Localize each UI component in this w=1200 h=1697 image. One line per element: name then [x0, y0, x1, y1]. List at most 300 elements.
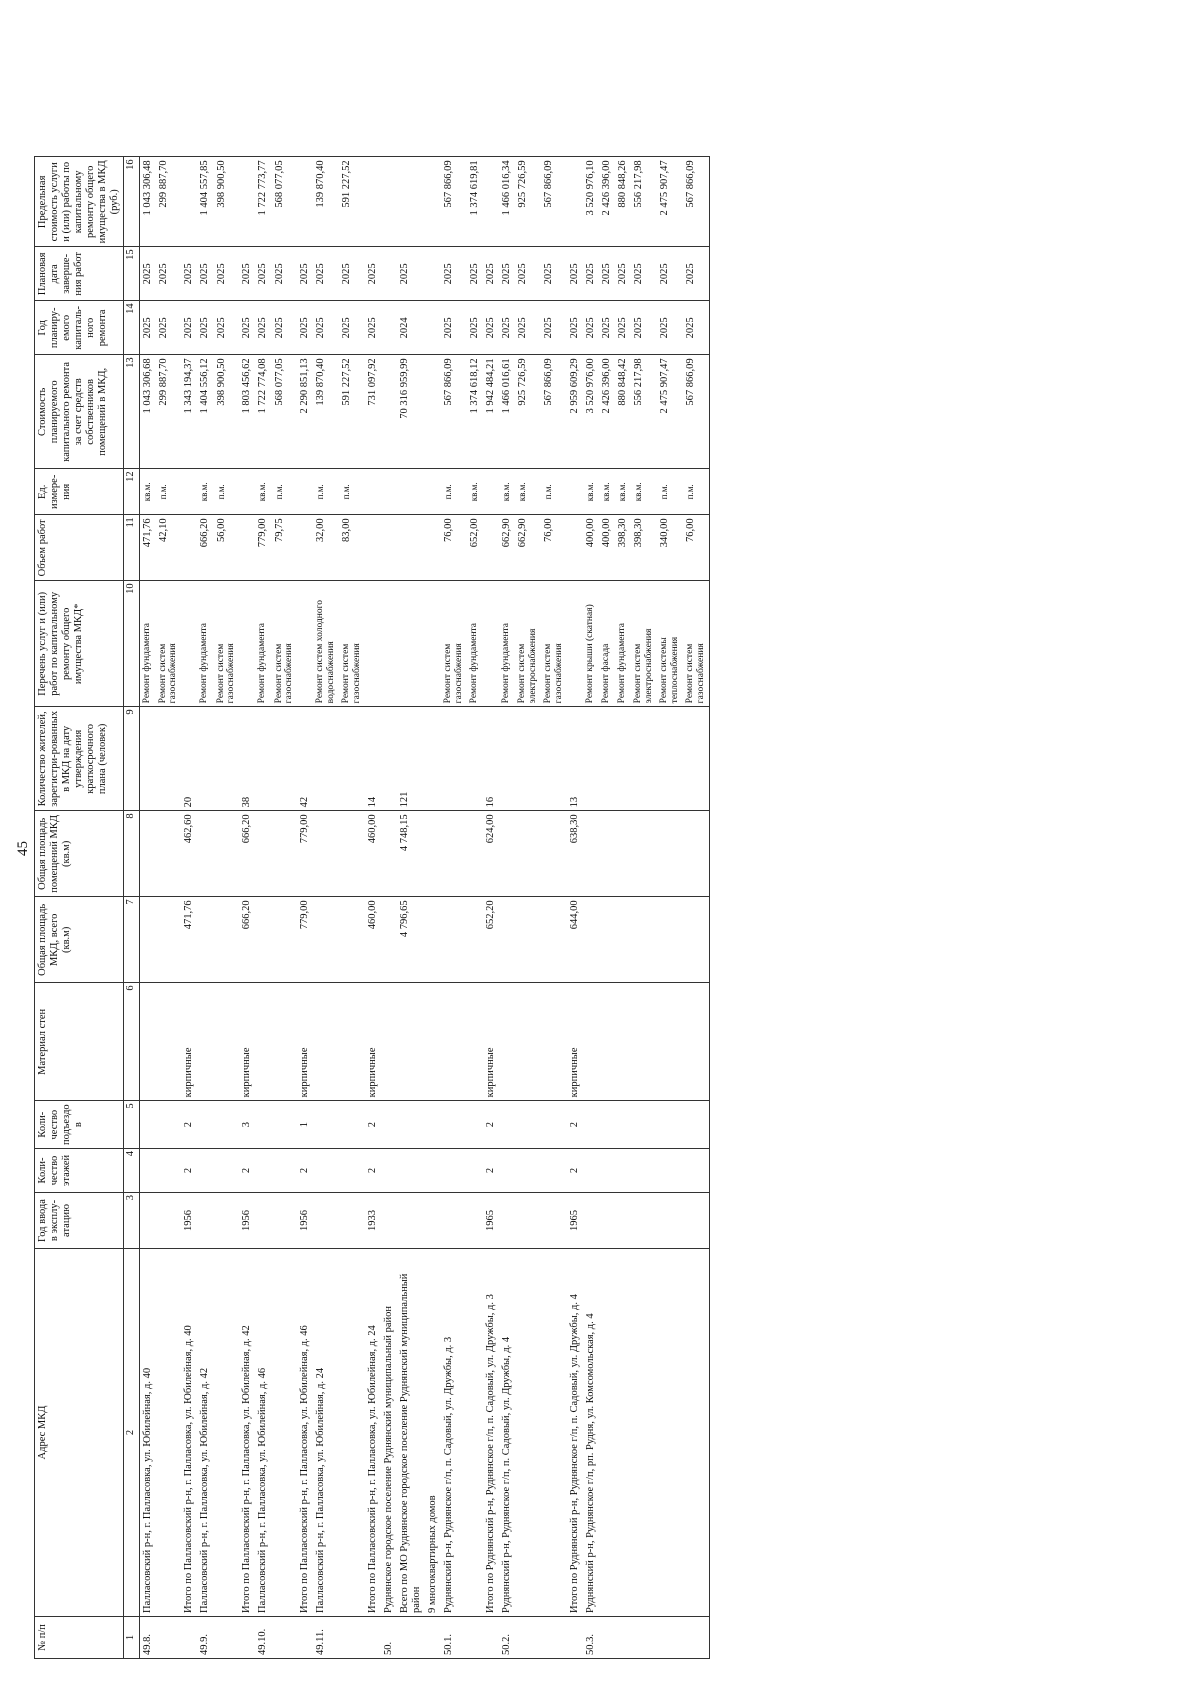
table-cell: 20: [181, 707, 197, 811]
table-cell: [683, 1193, 709, 1249]
table-cell: 880 848,42: [615, 355, 631, 469]
table-cell: [139, 1193, 156, 1249]
table-cell: 398,30: [615, 515, 631, 581]
table-cell: [567, 515, 583, 581]
table-cell: [657, 1617, 683, 1659]
table-cell: 2025: [499, 247, 515, 301]
table-cell: [515, 1617, 541, 1659]
table-cell: [272, 1617, 298, 1659]
table-cell: 2025: [583, 301, 599, 355]
table-row: [197, 157, 213, 1659]
table-cell: 638,30: [567, 811, 583, 897]
table-cell: [425, 811, 441, 897]
table-cell: [339, 1249, 365, 1617]
table-cell: [313, 983, 339, 1101]
table-cell: кирпичные: [297, 983, 313, 1101]
table-row: [139, 157, 156, 1659]
table-row: [515, 157, 541, 1659]
table-cell: 2025: [615, 247, 631, 301]
table-cell: [499, 1193, 515, 1249]
table-cell: 556 217,98: [631, 355, 657, 469]
table-cell: [397, 469, 425, 515]
table-cell: [381, 983, 397, 1101]
table-cell: 2025: [397, 247, 425, 301]
table-cell: 9 многоквартирных домов: [425, 1249, 441, 1617]
table-cell: [599, 707, 615, 811]
table-cell: [683, 1249, 709, 1617]
table-cell: [239, 157, 255, 247]
table-cell: [615, 1193, 631, 1249]
table-cell: [425, 983, 441, 1101]
table-cell: [425, 247, 441, 301]
header-cell: Коли-чество этажей: [35, 1149, 124, 1193]
table-cell: 925 726,59: [515, 157, 541, 247]
table-row: [615, 157, 631, 1659]
table-cell: [425, 897, 441, 983]
table-row: [381, 157, 397, 1659]
table-cell: [425, 469, 441, 515]
table-cell: 2025: [313, 247, 339, 301]
table-cell: 139 870,40: [313, 157, 339, 247]
column-number-cell: 1: [124, 1617, 139, 1659]
table-cell: 2 475 907,47: [657, 157, 683, 247]
table-cell: 2025: [583, 247, 599, 301]
table-cell: [631, 1149, 657, 1193]
table-cell: Ремонт систем газоснабжения: [272, 581, 298, 707]
table-cell: [397, 1617, 425, 1659]
table-cell: [631, 1617, 657, 1659]
table-cell: 1965: [567, 1193, 583, 1249]
table-cell: Ремонт крыши (скатная): [583, 581, 599, 707]
table-cell: кирпичные: [239, 983, 255, 1101]
table-cell: [255, 1101, 271, 1149]
table-cell: [541, 983, 567, 1101]
table-cell: [381, 581, 397, 707]
table-cell: 2 426 396,00: [599, 157, 615, 247]
table-cell: 460,00: [365, 897, 381, 983]
table-cell: 2025: [239, 247, 255, 301]
table-row: [631, 157, 657, 1659]
table-cell: 50.3.: [583, 1617, 599, 1659]
table-cell: [381, 469, 397, 515]
table-cell: [156, 1617, 182, 1659]
table-cell: [583, 983, 599, 1101]
table-cell: [272, 811, 298, 897]
table-cell: [397, 983, 425, 1101]
table-cell: [515, 1193, 541, 1249]
table-cell: 76,00: [683, 515, 709, 581]
table-cell: Итого по Руднянский р-н, Руднянское г/п, п. Садовый, ул. Дружбы, д. 4: [567, 1249, 583, 1617]
table-cell: 2025: [339, 247, 365, 301]
table-cell: 2025: [599, 301, 615, 355]
table-row: [297, 157, 313, 1659]
table-cell: 4 796,65: [397, 897, 425, 983]
table-cell: [181, 1617, 197, 1659]
table-cell: [599, 1617, 615, 1659]
table-cell: [599, 897, 615, 983]
header-cell: Ед. измере-ния: [35, 469, 124, 515]
page-number: 45: [15, 841, 31, 856]
header-cell: Стоимость планируемого капитального ремонта за счет средств собственников помещений в МКД,: [35, 355, 124, 469]
table-cell: 624,00: [483, 811, 499, 897]
table-cell: [339, 983, 365, 1101]
table-cell: [467, 1149, 483, 1193]
table-cell: Руднянское городское поселение Руднянский муниципальный район: [381, 1249, 397, 1617]
table-cell: 2: [297, 1149, 313, 1193]
table-cell: [483, 469, 499, 515]
table-cell: [239, 581, 255, 707]
table-cell: [615, 1101, 631, 1149]
table-cell: 76,00: [441, 515, 467, 581]
table-cell: 666,20: [197, 515, 213, 581]
table-cell: 666,20: [239, 811, 255, 897]
table-cell: [339, 1193, 365, 1249]
table-row: [499, 157, 515, 1659]
header-cell: Год ввода в эксплу-атацию: [35, 1193, 124, 1249]
table-cell: Ремонт систем электроснабжения: [631, 581, 657, 707]
table-cell: [467, 897, 483, 983]
table-cell: [197, 897, 213, 983]
table-cell: 2025: [214, 247, 240, 301]
table-cell: [214, 1249, 240, 1617]
table-cell: [381, 301, 397, 355]
table-cell: [467, 1193, 483, 1249]
table-cell: 2025: [515, 301, 541, 355]
table-cell: [365, 157, 381, 247]
table-cell: 79,75: [272, 515, 298, 581]
table-cell: п.м.: [272, 469, 298, 515]
table-cell: Ремонт систем газоснабжения: [339, 581, 365, 707]
table-cell: 42,10: [156, 515, 182, 581]
table-cell: Палласовский р-н, г. Палласовка, ул. Юбилейная, д. 40: [139, 1249, 156, 1617]
header-cell: Год планиру-емого капиталь-ного ремонта: [35, 301, 124, 355]
table-cell: [499, 897, 515, 983]
table-cell: [515, 1101, 541, 1149]
table-cell: 568 077,05: [272, 355, 298, 469]
column-number-cell: 4: [124, 1149, 139, 1193]
table-cell: 2025: [197, 247, 213, 301]
table-cell: [483, 581, 499, 707]
table-cell: [599, 1149, 615, 1193]
table-cell: [567, 157, 583, 247]
table-cell: Ремонт фундамента: [255, 581, 271, 707]
column-number-cell: 13: [124, 355, 139, 469]
table-cell: 3 520 976,10: [583, 157, 599, 247]
table-cell: 2025: [567, 247, 583, 301]
table-cell: 925 726,59: [515, 355, 541, 469]
table-cell: кирпичные: [483, 983, 499, 1101]
table-cell: [515, 1149, 541, 1193]
column-number-cell: 14: [124, 301, 139, 355]
table-cell: [425, 581, 441, 707]
table-cell: Ремонт систем газоснабжения: [541, 581, 567, 707]
table-cell: [583, 1149, 599, 1193]
table-cell: [381, 1193, 397, 1249]
table-cell: 2025: [467, 301, 483, 355]
table-cell: 662,90: [515, 515, 541, 581]
table-cell: кв.м.: [515, 469, 541, 515]
table-cell: [239, 515, 255, 581]
table-cell: 49.9.: [197, 1617, 213, 1659]
table-cell: [381, 1149, 397, 1193]
table-cell: [255, 707, 271, 811]
table-cell: [441, 707, 467, 811]
table-cell: [541, 1193, 567, 1249]
column-number-cell: 5: [124, 1101, 139, 1149]
table-cell: [297, 469, 313, 515]
table-cell: [657, 897, 683, 983]
header-cell: № п/п: [35, 1617, 124, 1659]
table-cell: [683, 983, 709, 1101]
table-cell: [567, 581, 583, 707]
table-cell: п.м.: [541, 469, 567, 515]
table-cell: 398 900,50: [214, 355, 240, 469]
table-cell: 4 748,15: [397, 811, 425, 897]
table-cell: п.м.: [441, 469, 467, 515]
table-cell: [515, 1249, 541, 1617]
table-cell: [397, 1193, 425, 1249]
table-cell: [599, 1193, 615, 1249]
table-cell: [297, 1617, 313, 1659]
table-cell: [139, 707, 156, 811]
table-cell: [197, 811, 213, 897]
table-cell: [255, 1193, 271, 1249]
table-cell: [197, 1101, 213, 1149]
table-cell: кв.м.: [255, 469, 271, 515]
table-cell: 50.2.: [499, 1617, 515, 1659]
table-cell: п.м.: [313, 469, 339, 515]
table-cell: [272, 1193, 298, 1249]
table-cell: [425, 355, 441, 469]
table-cell: 2025: [313, 301, 339, 355]
table-row: [181, 157, 197, 1659]
table-cell: 398,30: [631, 515, 657, 581]
column-number-cell: 6: [124, 983, 139, 1101]
table-cell: [467, 983, 483, 1101]
table-cell: [441, 811, 467, 897]
table-cell: 340,00: [657, 515, 683, 581]
table-cell: Ремонт систем холодного водоснабжения: [313, 581, 339, 707]
table-row: [255, 157, 271, 1659]
table-cell: [541, 1617, 567, 1659]
table-cell: [441, 983, 467, 1101]
table-cell: [381, 897, 397, 983]
table-cell: [615, 897, 631, 983]
table-cell: 2025: [239, 301, 255, 355]
table-cell: 2: [483, 1101, 499, 1149]
table-cell: [499, 1149, 515, 1193]
table-cell: 2 475 907,47: [657, 355, 683, 469]
table-cell: 2024: [397, 301, 425, 355]
table-cell: кирпичные: [365, 983, 381, 1101]
table-cell: 462,60: [181, 811, 197, 897]
table-row: [483, 157, 499, 1659]
table-cell: [683, 1617, 709, 1659]
table-cell: Итого по Руднянский р-н, Руднянское г/п, п. Садовый, ул. Дружбы, д. 3: [483, 1249, 499, 1617]
table-cell: [255, 811, 271, 897]
table-cell: [583, 897, 599, 983]
table-cell: [381, 811, 397, 897]
table-cell: [631, 897, 657, 983]
table-cell: [365, 581, 381, 707]
table-cell: [381, 247, 397, 301]
table-cell: 2025: [297, 247, 313, 301]
table-cell: 299 887,70: [156, 355, 182, 469]
table-row: [657, 157, 683, 1659]
table-cell: 2025: [272, 301, 298, 355]
table-cell: [297, 157, 313, 247]
table-cell: 1956: [239, 1193, 255, 1249]
table-cell: Ремонт систем газоснабжения: [441, 581, 467, 707]
table-cell: 16: [483, 707, 499, 811]
table-cell: [583, 1193, 599, 1249]
table-cell: Всего по МО Руднянское городское поселение Руднянский муниципальный район: [397, 1249, 425, 1617]
table-cell: [499, 707, 515, 811]
table-cell: 2025: [631, 301, 657, 355]
table-cell: [214, 1617, 240, 1659]
table-cell: Ремонт фундамента: [499, 581, 515, 707]
header-cell: Объем работ: [35, 515, 124, 581]
table-cell: [156, 1149, 182, 1193]
table-cell: 652,20: [483, 897, 499, 983]
table-cell: 2025: [297, 301, 313, 355]
table-cell: [515, 983, 541, 1101]
table-cell: Ремонт систем газоснабжения: [156, 581, 182, 707]
table-cell: 567 866,09: [683, 157, 709, 247]
table-cell: [139, 1101, 156, 1149]
table-cell: 2: [483, 1149, 499, 1193]
table-cell: 400,00: [583, 515, 599, 581]
table-cell: кирпичные: [181, 983, 197, 1101]
table-cell: [181, 469, 197, 515]
table-cell: 2025: [467, 247, 483, 301]
table-cell: Итого по Палласовский р-н, г. Палласовка, ул. Юбилейная, д. 40: [181, 1249, 197, 1617]
table-cell: [181, 581, 197, 707]
table-cell: [397, 1101, 425, 1149]
table-cell: 2: [239, 1149, 255, 1193]
table-cell: [339, 1617, 365, 1659]
table-cell: Руднянский р-н, Руднянское г/п, рп. Рудня, ул. Комсомольская, д. 4: [583, 1249, 599, 1617]
table-cell: [239, 469, 255, 515]
table-cell: 567 866,09: [683, 355, 709, 469]
table-cell: [583, 707, 599, 811]
table-cell: 2025: [683, 247, 709, 301]
table-cell: 1 722 774,08: [255, 355, 271, 469]
table-cell: [425, 707, 441, 811]
table-cell: [297, 515, 313, 581]
table-cell: 2025: [683, 301, 709, 355]
table-cell: [683, 897, 709, 983]
table-cell: [483, 1617, 499, 1659]
table-cell: 2025: [365, 247, 381, 301]
table-cell: [272, 897, 298, 983]
table-cell: [214, 1101, 240, 1149]
table-cell: [657, 1101, 683, 1149]
table-cell: [541, 811, 567, 897]
table-cell: [139, 1149, 156, 1193]
table-cell: 32,00: [313, 515, 339, 581]
table-cell: [441, 1101, 467, 1149]
table-cell: 2025: [139, 301, 156, 355]
table-cell: [683, 1101, 709, 1149]
table-cell: [441, 897, 467, 983]
table-cell: [425, 157, 441, 247]
table-cell: [599, 983, 615, 1101]
table-cell: Итого по Палласовский р-н, г. Палласовка, ул. Юбилейная, д. 42: [239, 1249, 255, 1617]
table-cell: [599, 1249, 615, 1617]
table-cell: 49.8.: [139, 1617, 156, 1659]
table-cell: 2025: [197, 301, 213, 355]
table-cell: [156, 811, 182, 897]
table-row: [214, 157, 240, 1659]
table-cell: 1 722 773,77: [255, 157, 271, 247]
table-cell: Ремонт фундамента: [197, 581, 213, 707]
header-cell: Плановая дата заверше-ния работ: [35, 247, 124, 301]
table-cell: [156, 897, 182, 983]
table-cell: 400,00: [599, 515, 615, 581]
table-cell: [313, 897, 339, 983]
table-cell: [365, 515, 381, 581]
table-cell: 2: [567, 1101, 583, 1149]
table-cell: [214, 1149, 240, 1193]
table-cell: 779,00: [255, 515, 271, 581]
table-cell: [313, 1101, 339, 1149]
table-cell: [365, 1617, 381, 1659]
table-cell: [156, 1101, 182, 1149]
table-cell: 1 043 306,48: [139, 157, 156, 247]
table-cell: 49.11.: [313, 1617, 339, 1659]
table-cell: 567 866,09: [441, 157, 467, 247]
table-cell: [483, 515, 499, 581]
table-cell: 2: [181, 1149, 197, 1193]
table-cell: 76,00: [541, 515, 567, 581]
table-cell: [631, 707, 657, 811]
table-cell: 2025: [599, 247, 615, 301]
table-cell: 460,00: [365, 811, 381, 897]
table-cell: [381, 157, 397, 247]
table-cell: 56,00: [214, 515, 240, 581]
table-cell: [255, 897, 271, 983]
table-cell: 666,20: [239, 897, 255, 983]
table-cell: 1 043 306,68: [139, 355, 156, 469]
table-cell: кв.м.: [467, 469, 483, 515]
repair-plan-table: [34, 156, 710, 1659]
table-row: [441, 157, 467, 1659]
table-cell: 2025: [657, 301, 683, 355]
table-cell: 2025: [441, 247, 467, 301]
table-cell: 2025: [272, 247, 298, 301]
table-cell: 1: [297, 1101, 313, 1149]
table-row: [425, 157, 441, 1659]
table-cell: [397, 515, 425, 581]
table-cell: [467, 707, 483, 811]
table-cell: Палласовский р-н, г. Палласовка, ул. Юбилейная, д. 46: [255, 1249, 271, 1617]
table-cell: [615, 1617, 631, 1659]
table-cell: [615, 983, 631, 1101]
table-cell: [239, 1617, 255, 1659]
table-cell: [214, 1193, 240, 1249]
table-cell: [139, 897, 156, 983]
table-cell: 38: [239, 707, 255, 811]
table-cell: [615, 707, 631, 811]
table-cell: кв.м.: [197, 469, 213, 515]
table-cell: 3: [239, 1101, 255, 1149]
table-cell: [515, 897, 541, 983]
table-cell: 779,00: [297, 811, 313, 897]
table-cell: [425, 1149, 441, 1193]
column-number-cell: 2: [124, 1249, 139, 1617]
table-cell: [483, 157, 499, 247]
